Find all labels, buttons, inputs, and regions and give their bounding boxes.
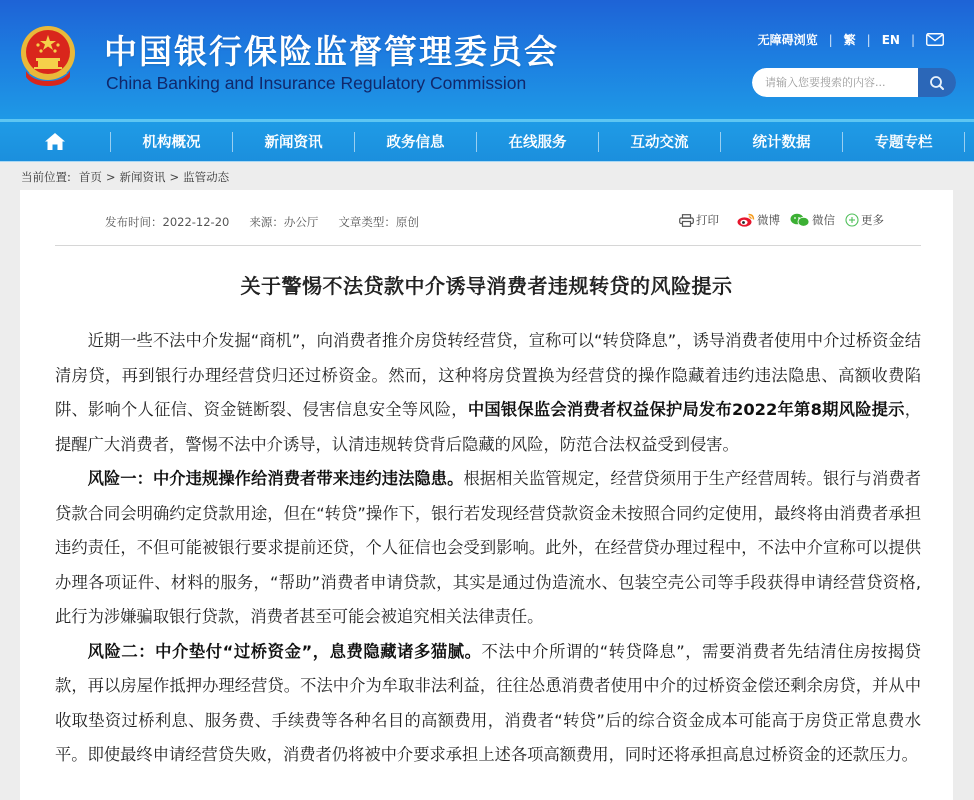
weibo-share-button[interactable] xyxy=(737,212,780,228)
article-title: 关于警惕不法贷款中介诱导消费者违规转贷的风险提示 xyxy=(240,274,733,298)
wechat-label: 微信 xyxy=(812,213,835,227)
breadcrumb-home[interactable]: 首页 xyxy=(78,170,102,184)
breadcrumb-regulatory-news[interactable]: 监管动态 xyxy=(183,170,230,184)
breadcrumb xyxy=(21,167,229,187)
plus-circle-icon xyxy=(845,213,859,227)
nav-item-government-info[interactable]: 政务信息 xyxy=(386,135,445,151)
print-label: 打印 xyxy=(696,213,719,227)
nav-item-about[interactable]: 机构概况 xyxy=(142,135,201,151)
search-box xyxy=(752,68,956,97)
article-paragraph-risk-1 xyxy=(55,462,921,635)
article-body xyxy=(55,324,921,773)
more-share-button[interactable] xyxy=(845,212,884,228)
nav-item-statistics[interactable]: 统计数据 xyxy=(752,135,811,151)
mail-icon[interactable] xyxy=(926,33,944,46)
wechat-share-button[interactable] xyxy=(790,212,835,228)
nav-item-online-services[interactable]: 在线服务 xyxy=(508,135,567,151)
traditional-chinese-link[interactable]: 繁 xyxy=(843,33,856,47)
site-title-cn: 中国银行保险监督管理委员会 xyxy=(104,32,559,71)
right-gutter xyxy=(953,190,974,800)
nav-divider xyxy=(964,132,965,152)
weibo-icon xyxy=(737,213,755,227)
breadcrumb-separator: > xyxy=(105,170,116,184)
more-label: 更多 xyxy=(861,213,884,227)
meta-divider xyxy=(55,245,921,246)
nav-item-news[interactable]: 新闻资讯 xyxy=(264,135,323,151)
link-separator: | xyxy=(910,32,915,47)
site-header xyxy=(0,0,974,122)
article-source: 来源：办公厅 xyxy=(249,215,319,229)
breadcrumb-news[interactable]: 新闻资讯 xyxy=(119,170,166,184)
print-button[interactable] xyxy=(679,212,719,228)
nav-item-special-topics[interactable]: 专题专栏 xyxy=(874,135,933,151)
paragraph-text: ，提醒广大消费者，警惕不法中介诱导，认清违规转贷背后隐藏的风险，防范合法权益受到侵害。 xyxy=(55,400,921,454)
paragraph-text: 根据相关监管规定，经营贷须用于生产经营周转。银行与消费者贷款合同会明确约定贷款用途，但在“转贷”操作下，银行若发现经营贷款资金未按照合同约定使用，最终将由消费者承担违约责任，不但可能被银行要求提前还贷，个人征信也会受到影响。此外，在经营贷办理过程中，不法中介宣称可以提供办理各项证件、材料的服务，“帮助”消费者申请贷款，其实是通过伪造流水、包装空壳公司等手段获得申请经营贷资格,此行为涉嫌骗取银行贷款，消费者甚至可能会被追究相关法律责任。 xyxy=(55,469,921,626)
main-nav xyxy=(0,122,974,162)
english-link[interactable]: EN xyxy=(881,32,900,47)
link-separator: | xyxy=(828,32,833,47)
search-icon xyxy=(929,75,945,91)
breadcrumb-label: 当前位置: xyxy=(21,170,71,184)
article-paragraph-intro xyxy=(55,324,921,462)
nav-item-interaction[interactable]: 互动交流 xyxy=(630,135,689,151)
article-meta xyxy=(105,214,439,230)
publish-time: 发布时间：2022-12-20 xyxy=(105,215,230,229)
paragraph-bold-text: 中国银保监会消费者权益保护局发布2022年第8期风险提示 xyxy=(467,400,905,419)
paragraph-text: 近期一些不法中介发掘“商机”，向消费者推介房贷转经营贷，宣称可以“转贷降息”，诱导消费者使用中介过桥资金结清房贷，再到银行办理经营贷归还过桥资金。然而，这种将房贷置换为经营贷的操作隐藏着违约违法隐患、高额收费陷阱、影响个人征信、资金链断裂、侵害信息安全等风险， xyxy=(55,331,921,419)
accessibility-link[interactable]: 无障碍浏览 xyxy=(757,33,818,47)
weibo-label: 微博 xyxy=(757,213,780,227)
national-emblem-icon xyxy=(20,25,76,87)
top-links xyxy=(758,31,944,48)
link-separator: | xyxy=(866,32,871,47)
article-card xyxy=(20,190,953,800)
article-type: 文章类型：原创 xyxy=(338,215,419,229)
share-toolbar xyxy=(679,212,894,228)
risk-heading: 风险二：中介垫付“过桥资金”，息费隐藏诸多猫腻。 xyxy=(87,641,482,661)
article-paragraph-risk-2 xyxy=(55,635,921,773)
home-icon xyxy=(44,132,66,151)
nav-home[interactable] xyxy=(0,122,110,162)
search-button[interactable] xyxy=(918,68,956,97)
paragraph-text: 不法中介所谓的“转贷降息”，需要消费者先结清住房按揭贷款，再以房屋作抵押办理经营贷。不法中介为牟取非法利益，往往怂恿消费者使用中介的过桥资金偿还剩余房贷，并从中收取垫资过桥利息、服务费、手续费等各种名目的高额费用，消费者“转贷”后的综合资金成本可能高于房贷正常息费水平。即使最终申请经营贷失败，消费者仍将被中介要求承担上述各项高额费用，同时还将承担高息过桥资金的还款压力。 xyxy=(55,641,922,764)
wechat-icon xyxy=(790,213,810,227)
breadcrumb-separator: > xyxy=(169,170,180,184)
printer-icon xyxy=(679,214,694,227)
site-title-en: China Banking and Insurance Regulatory Commission xyxy=(106,73,527,93)
risk-heading: 风险一：中介违规操作给消费者带来违约违法隐患。 xyxy=(87,469,464,488)
search-input[interactable] xyxy=(752,68,918,97)
